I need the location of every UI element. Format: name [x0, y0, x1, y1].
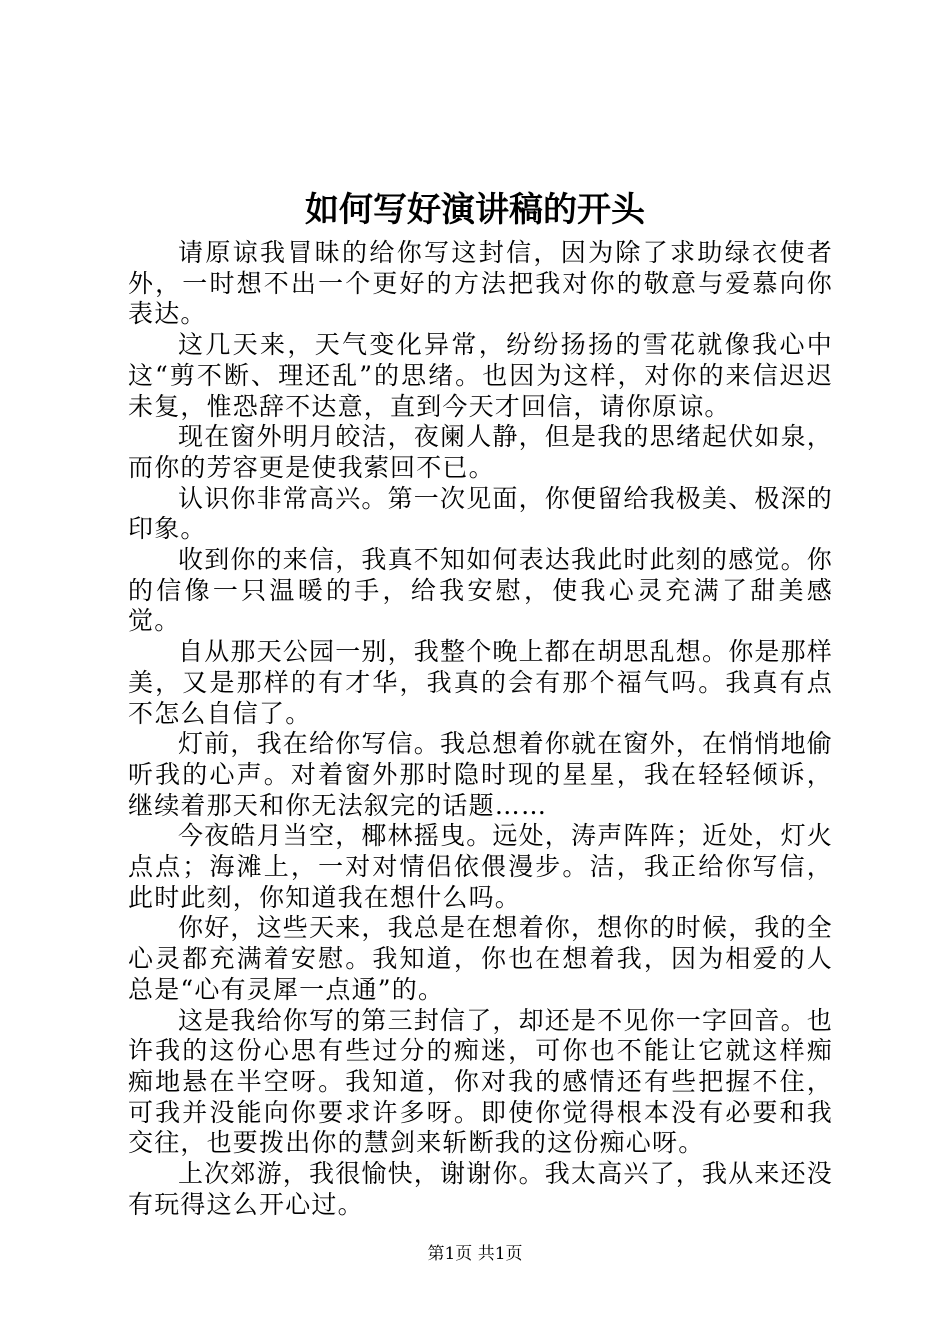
paragraph: 上次郊游，我很愉快，谢谢你。我太高兴了，我从来还没有玩得这么开心过。 [128, 1159, 834, 1219]
paragraph: 现在窗外明月皎洁，夜阑人静，但是我的思绪起伏如泉，而你的芳容更是使我萦回不已。 [128, 422, 834, 482]
paragraph: 这几天来，天气变化异常，纷纷扬扬的雪花就像我心中这“剪不断、理还乱”的思绪。也因为这样，对你的来信迟迟未复，惟恐辞不达意，直到今天才回信，请你原谅。 [128, 330, 833, 421]
paragraph: 你好，这些天来，我总是在想着你，想你的时候，我的全心灵都充满着安慰。我知道，你也在想着我，因为相爱的人总是“心有灵犀一点通”的。 [128, 913, 834, 1004]
paragraph: 这是我给你写的第三封信了，却还是不见你一字回音。也许我的这份心思有些过分的痴迷，可你也不能让它就这样痴痴地悬在半空呀。我知道，你对我的感情还有些把握不住，可我并没能向你要求许多呀。即使你觉得根本没有必要和我交往，也要拨出你的慧剑来斩断我的这份痴心呀。 [128, 1005, 834, 1158]
document-title: 如何写好演讲稿的开头 [305, 190, 645, 230]
paragraph: 自从那天公园一别，我整个晚上都在胡思乱想。你是那样美，又是那样的有才华，我真的会有那个福气吗。我真有点不怎么自信了。 [128, 637, 834, 728]
paragraph: 灯前，我在给你写信。我总想着你就在窗外，在悄悄地偷听我的心声。对着窗外那时隐时现的星星，我在轻轻倾诉，继续着那天和你无法叙完的话题…… [128, 729, 834, 820]
paragraph: 今夜皓月当空，椰林摇曳。远处，涛声阵阵；近处，灯火点点；海滩上，一对对情侣依偎漫步。洁，我正给你写信，此时此刻，你知道我在想什么吗。 [128, 821, 834, 912]
paragraph: 认识你非常高兴。第一次见面，你便留给我极美、极深的印象。 [128, 483, 834, 544]
page-footer: 第1页 共1页 [427, 1244, 523, 1264]
document-body [128, 238, 833, 1221]
paragraph: 请原谅我冒昧的给你写这封信，因为除了求助绿衣使者外，一时想不出一个更好的方法把我对你的敬意与爱慕向你表达。 [128, 238, 833, 329]
paragraph: 收到你的来信，我真不知如何表达我此时此刻的感觉。你的信像一只温暖的手，给我安慰，使我心灵充满了甜美感觉。 [128, 545, 834, 636]
